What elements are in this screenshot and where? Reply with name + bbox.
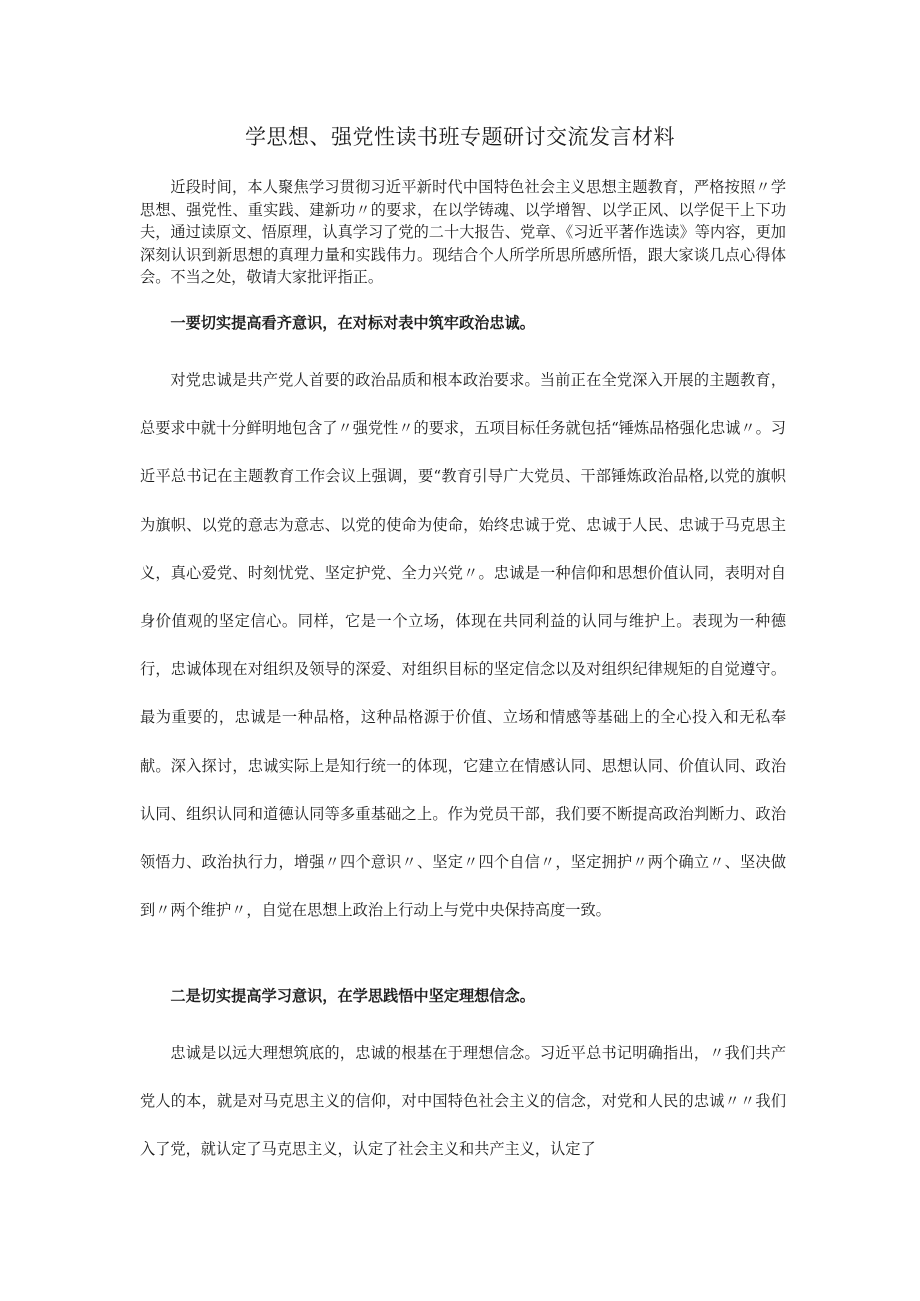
section-heading-1: 一要切实提高看齐意识，在对标对表中筑牢政治忠诚。 — [170, 314, 535, 332]
document-title: 学思想、强党性读书班专题研讨交流发言材料 — [245, 125, 675, 149]
section-heading-2: 二是切实提高学习意识，在学思践悟中坚定理想信念。 — [170, 987, 535, 1005]
intro-paragraph: 近段时间，本人聚焦学习贯彻习近平新时代中国特色社会主义思想主题教育，严格按照〃学思想、强党性、重实践、建新功〃的要求，在以学铸魂、以学增智、以学正风、以学促干上下功夫，通过读原文、悟原理，认真学习了党的二十大报告、党章、《习近平著作选读》等内容，更加深刻认识到新思想的真理力量和实践伟力。现结合个人所学所思所感所悟，跟大家谈几点心得体会。不当之处，敬请大家批评指正。 — [140, 178, 786, 287]
body-paragraph-2: 忠诚是以远大理想筑底的，忠诚的根基在于理想信念。习近平总书记明确指出，〃我们共产党人的本，就是对马克思主义的信仰，对中国特色社会主义的信念，对党和人民的忠诚〃〃我们入了党，就认定了马克思主义，认定了社会主义和共产主义，认定了 — [140, 1044, 786, 1159]
body-paragraph-1: 对党忠诚是共产党人首要的政治品质和根本政治要求。当前正在全党深入开展的主题教育，总要求中就十分鲜明地包含了〃强党性〃的要求，五项目标任务就包括“锤炼品格强化忠诚〃。习近平总书记在主题教育工作会议上强调，要“教育引导广大党员、干部锤炼政治品格,以党的旗帜为旗帜、以党的意志为意志、以党的使命为使命，始终忠诚于党、忠诚于人民、忠诚于马克思主义，真心爱党、时刻忧党、坚定护党、全力兴党〃。忠诚是一种信仰和思想价值认同，表明对自身价值观的坚定信心。同样，它是一个立场，体现在共同利益的认同与维护上。表现为一种德行，忠诚体现在对组织及领导的深爱、对组织目标的坚定信念以及对组织纪律规矩的自觉遵守。最为重要的，忠诚是一种品格，这种品格源于价值、立场和情感等基础上的全心投入和无私奉献。深入探讨，忠诚实际上是知行统一的体现，它建立在情感认同、思想认同、价值认同、政治认同、组织认同和道德认同等多重基础之上。作为党员干部，我们要不断提高政治判断力、政治领悟力、政治执行力，增强〃四个意识〃、坚定〃四个自信〃，坚定拥护〃两个确立〃、坚决做到〃两个维护〃，自觉在思想上政治上行动上与党中央保持高度一致。 — [140, 371, 786, 920]
